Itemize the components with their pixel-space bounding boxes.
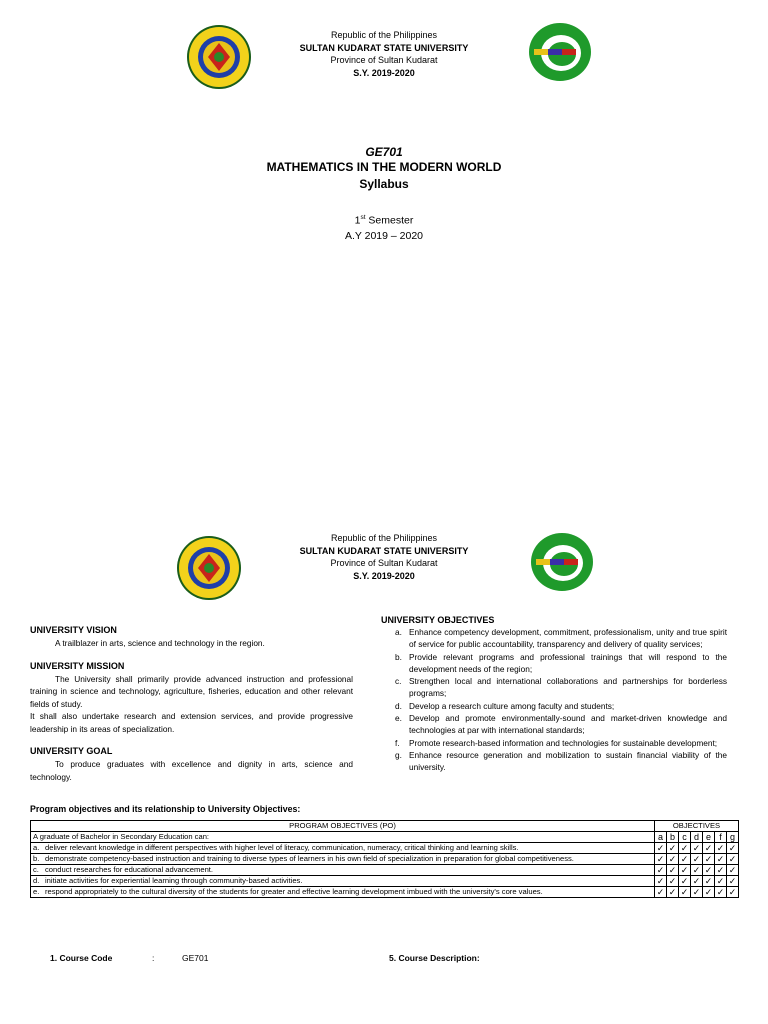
mission-text-1: The University shall primarily provide advanced instruction and professional training in science and technology, agriculture, fisheries, education and other relevant fields of study. bbox=[30, 673, 353, 709]
table-row bbox=[31, 854, 739, 865]
po-desc: demonstrate competency-based instruction and training to diverse types of learners in his own field of specialization in preparation for global competitiveness. bbox=[45, 854, 574, 863]
letter-col: d bbox=[691, 832, 703, 843]
objectives-list bbox=[381, 626, 727, 774]
check-mark-icon: ✓ bbox=[715, 876, 727, 887]
university-name: SULTAN KUDARAT STATE UNIVERSITY bbox=[299, 545, 469, 556]
academic-year: A.Y 2019 – 2020 bbox=[344, 229, 424, 242]
province-line: Province of Sultan Kudarat bbox=[330, 558, 438, 568]
check-mark-icon: ✓ bbox=[679, 854, 691, 865]
course-title: MATHEMATICS IN THE MODERN WORLD bbox=[266, 160, 502, 174]
republic-line: Republic of the Philippines bbox=[330, 30, 438, 40]
objective-letter: c. bbox=[395, 676, 402, 687]
check-mark-icon: ✓ bbox=[691, 854, 703, 865]
objective-letter: a. bbox=[395, 627, 402, 637]
course-description-label: 5. Course Description: bbox=[389, 953, 480, 963]
semester-line bbox=[0, 210, 768, 229]
course-code-title: GE701 bbox=[365, 145, 403, 159]
course-code-label: 1. Course Code bbox=[50, 953, 113, 963]
accreditation-logo bbox=[528, 22, 592, 87]
objective-item bbox=[395, 749, 727, 774]
check-mark-icon: ✓ bbox=[715, 854, 727, 865]
po-text bbox=[31, 887, 655, 898]
letter-col: g bbox=[727, 832, 739, 843]
left-column bbox=[30, 625, 353, 783]
mission-text-2: It shall also undertake research and extension services, and provide progressive leadership in its areas of specialization. bbox=[30, 711, 353, 734]
po-letter: e. bbox=[33, 887, 40, 896]
program-objectives-table bbox=[30, 820, 739, 898]
po-desc: initiate activities for experiential learning through community-based activities. bbox=[45, 876, 303, 885]
check-mark-icon: ✓ bbox=[679, 887, 691, 898]
semester-block bbox=[0, 210, 768, 244]
objective-item bbox=[395, 700, 727, 712]
po-text bbox=[31, 865, 655, 876]
vision-text: A trailblazer in arts, science and technology in the region. bbox=[55, 638, 265, 648]
semester-suffix: st bbox=[360, 214, 366, 221]
goal-heading: UNIVERSITY GOAL bbox=[30, 746, 113, 756]
po-text bbox=[31, 876, 655, 887]
goal-text: To produce graduates with excellence and dignity in arts, science and technology. bbox=[30, 759, 353, 782]
check-mark-icon: ✓ bbox=[679, 865, 691, 876]
check-mark-icon: ✓ bbox=[703, 887, 715, 898]
check-mark-icon: ✓ bbox=[703, 876, 715, 887]
check-mark-icon: ✓ bbox=[667, 887, 679, 898]
semester-label: Semester bbox=[365, 214, 414, 227]
province-line: Province of Sultan Kudarat bbox=[330, 55, 438, 65]
objectives-heading: UNIVERSITY OBJECTIVES bbox=[381, 615, 495, 625]
objective-text: Strengthen local and international collaborations and partnerships for borderless programs; bbox=[409, 676, 727, 699]
program-objectives-intro: Program objectives and its relationship to University Objectives: bbox=[30, 804, 301, 814]
objective-text: Promote research-based information and technologies for sustainable development; bbox=[409, 737, 718, 748]
po-text bbox=[31, 854, 655, 865]
table-row bbox=[31, 887, 739, 898]
po-text bbox=[31, 843, 655, 854]
check-mark-icon: ✓ bbox=[655, 865, 667, 876]
po-desc: deliver relevant knowledge in different perspectives with higher level of literacy, communication, numeracy, critical thinking and learning skills. bbox=[45, 843, 519, 852]
table-row bbox=[31, 876, 739, 887]
check-mark-icon: ✓ bbox=[667, 854, 679, 865]
check-mark-icon: ✓ bbox=[655, 854, 667, 865]
objective-item bbox=[395, 626, 727, 651]
check-mark-icon: ✓ bbox=[727, 843, 739, 854]
objective-text: Develop and promote environmentally-sound and market-driven knowledge and technologies at par with international standards; bbox=[409, 713, 727, 736]
check-mark-icon: ✓ bbox=[727, 854, 739, 865]
objective-item bbox=[395, 651, 727, 676]
po-header: PROGRAM OBJECTIVES (PO) bbox=[31, 821, 655, 832]
check-mark-icon: ✓ bbox=[727, 887, 739, 898]
check-mark-icon: ✓ bbox=[667, 876, 679, 887]
header-text-block-2 bbox=[254, 532, 514, 582]
check-mark-icon: ✓ bbox=[679, 843, 691, 854]
graduate-line: A graduate of Bachelor in Secondary Education can: bbox=[31, 832, 655, 843]
school-year: S.Y. 2019-2020 bbox=[353, 570, 415, 581]
objective-item bbox=[395, 712, 727, 737]
check-mark-icon: ✓ bbox=[691, 843, 703, 854]
check-mark-icon: ✓ bbox=[715, 865, 727, 876]
check-mark-icon: ✓ bbox=[703, 854, 715, 865]
right-column bbox=[381, 615, 727, 774]
objective-item bbox=[395, 675, 727, 700]
objectives-header: OBJECTIVES bbox=[655, 821, 739, 832]
objective-letter: f. bbox=[395, 737, 400, 748]
cover-title-block bbox=[0, 145, 768, 193]
po-letter: d. bbox=[33, 876, 40, 885]
table-header-row bbox=[31, 821, 739, 832]
objective-item bbox=[395, 737, 727, 749]
doc-type: Syllabus bbox=[359, 177, 409, 191]
objective-text: Develop a research culture among faculty and students; bbox=[409, 700, 615, 711]
check-mark-icon: ✓ bbox=[691, 876, 703, 887]
table-subheader-row bbox=[31, 832, 739, 843]
po-desc: conduct researches for educational advancement. bbox=[45, 865, 214, 874]
objective-letter: g. bbox=[395, 749, 402, 760]
check-mark-icon: ✓ bbox=[655, 887, 667, 898]
republic-line: Republic of the Philippines bbox=[330, 533, 438, 543]
objective-letter: d. bbox=[395, 700, 402, 711]
letter-col: f bbox=[715, 832, 727, 843]
university-seal-logo-2 bbox=[176, 535, 242, 606]
check-mark-icon: ✓ bbox=[727, 876, 739, 887]
objective-text: Enhance resource generation and mobilization to sustain financial viability of the university. bbox=[409, 749, 727, 773]
header-text-block bbox=[254, 29, 514, 79]
vision-heading: UNIVERSITY VISION bbox=[30, 625, 117, 635]
course-code-value: GE701 bbox=[182, 953, 209, 963]
school-year: S.Y. 2019-2020 bbox=[353, 67, 415, 78]
letter-col: e bbox=[703, 832, 715, 843]
table-row bbox=[31, 865, 739, 876]
university-name: SULTAN KUDARAT STATE UNIVERSITY bbox=[299, 42, 469, 53]
check-mark-icon: ✓ bbox=[691, 887, 703, 898]
check-mark-icon: ✓ bbox=[667, 865, 679, 876]
course-code-colon: : bbox=[152, 953, 155, 963]
table-row bbox=[31, 843, 739, 854]
check-mark-icon: ✓ bbox=[703, 865, 715, 876]
check-mark-icon: ✓ bbox=[691, 865, 703, 876]
check-mark-icon: ✓ bbox=[715, 887, 727, 898]
check-mark-icon: ✓ bbox=[703, 843, 715, 854]
check-mark-icon: ✓ bbox=[715, 843, 727, 854]
mission-heading: UNIVERSITY MISSION bbox=[30, 660, 125, 671]
semester-number: 1 bbox=[354, 214, 361, 227]
letter-col: c bbox=[679, 832, 691, 843]
check-mark-icon: ✓ bbox=[655, 876, 667, 887]
objective-letter: b. bbox=[395, 651, 402, 662]
po-desc: respond appropriately to the cultural diversity of the students for greater and effective learning development imbued with the university's core values. bbox=[45, 887, 543, 896]
objective-text: Enhance competency development, commitment, professionalism, unity and true spirit of service for public accountability, transparency and delivery of quality services; bbox=[409, 627, 727, 650]
objective-letter: e. bbox=[395, 713, 402, 724]
check-mark-icon: ✓ bbox=[679, 876, 691, 887]
check-mark-icon: ✓ bbox=[727, 865, 739, 876]
po-letter: c. bbox=[33, 865, 39, 874]
accreditation-logo-2 bbox=[530, 532, 594, 597]
university-seal-logo bbox=[186, 24, 252, 95]
check-mark-icon: ✓ bbox=[655, 843, 667, 854]
po-letter: a. bbox=[33, 843, 40, 852]
objective-text: Provide relevant programs and professional trainings that will respond to the development needs of the region; bbox=[409, 651, 727, 674]
letter-col: b bbox=[667, 832, 679, 843]
check-mark-icon: ✓ bbox=[667, 843, 679, 854]
po-letter: b. bbox=[33, 854, 40, 863]
letter-col: a bbox=[655, 832, 667, 843]
